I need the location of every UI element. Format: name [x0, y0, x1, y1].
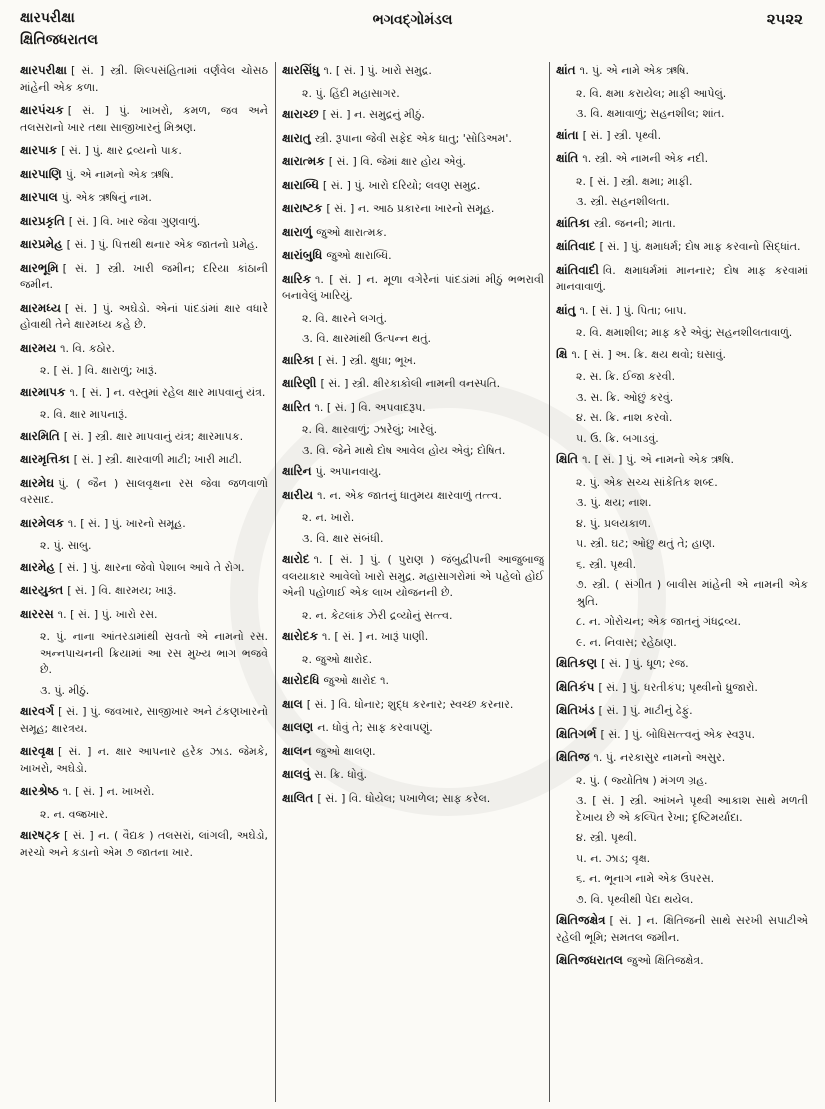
- entry-headword: ક્ષારોદધિ: [282, 673, 320, 687]
- entry-sense: ૩. વિ. જેને માથે દોષ આવેલ હોય એવું; દોષિત.: [302, 443, 506, 457]
- entry-headword: ક્ષારમધ્ય: [20, 300, 61, 315]
- dictionary-entry: [20, 827, 268, 861]
- dictionary-entry: [282, 271, 544, 305]
- entry-definition: પું. ( જૈન ) સાલવૃક્ષના રસ જેવા જળવાળો વરસાદ.: [20, 476, 268, 506]
- entry-sense: ૮. ન. ગોરોચન; એક જાતનું ગંધદ્રવ્ય.: [576, 615, 741, 628]
- entry-definition: ૧. સ્ત્રી. એ નામની એક નદી.: [582, 152, 709, 165]
- entry-headword: ક્ષારષટ્ક: [20, 828, 61, 842]
- page-number: ૨૫૨૨: [766, 10, 803, 28]
- entry-headword: ક્ષારિન: [282, 464, 312, 478]
- entry-headword: ક્ષારોદક: [282, 629, 319, 643]
- entry-headword: ક્ષારસિંધુ: [282, 63, 320, 77]
- entry-headword: ક્ષારમેઘ: [20, 475, 55, 490]
- dictionary-entry: [282, 62, 544, 80]
- entry-headword: ક્ષારપાણિ: [20, 166, 62, 181]
- entry-definition: [ સં. ] ન. ક્ષિતિજની સાથે સરખી સપાટીએ રહેલી ભૂમિ; સમતલ જમીન.: [556, 914, 808, 944]
- book-title: ભગવદ્ગોમંડલ: [372, 12, 453, 28]
- entry-sense: ૨. જુઓ ક્ષારોદ.: [302, 652, 373, 666]
- entry-definition: [ સં. ] પું. ખાખરો, કમળ, જવ અને તલસરાનો ખાર તથા સાજીખારનું મિશ્રણ.: [20, 104, 268, 134]
- entry-headword: ક્ષાલ: [282, 696, 303, 711]
- entry-headword: ક્ષારપાક: [20, 143, 58, 157]
- entry-definition: [ સં. ] ન. સમુદ્રનું મીઠું.: [322, 108, 425, 121]
- entry-headword: ક્ષાંતિવાદી: [556, 262, 599, 277]
- entry-sense: ૨. પું. નાના આંતરડામાંથી સ્રવતો એ નામનો રસ. અન્નપાચનની ક્રિયામાં આ રસ મુખ્ય ભાગ ભજવે છે.: [40, 630, 268, 676]
- dictionary-entry: [556, 262, 808, 296]
- entry-headword: ક્ષારશ્રેષ્ઠ: [20, 784, 59, 798]
- dictionary-entry: [20, 743, 268, 777]
- entry-headword: ક્ષિતિજધરાતલ: [556, 953, 623, 967]
- entry-sense: ૨. [ સં. ] વિ. ક્ષારાળું; ખારૂં.: [40, 364, 158, 377]
- dictionary-entry: [20, 606, 268, 624]
- dictionary-entry: [282, 375, 544, 393]
- entry-sense: ૬. ન. ભૂનાગ નામે એક ઉપરસ.: [576, 872, 715, 885]
- entry-sense: ૪. સ્ત્રી. પૃથ્વી.: [576, 831, 637, 844]
- entry-headword: ક્ષારિક: [282, 271, 312, 286]
- dictionary-entry: [20, 102, 268, 136]
- entry-headword: ક્ષિતિજ: [556, 750, 590, 764]
- entry-sense: ૨. વિ. ક્ષમા કરાયેલ; માફી આપેલું.: [576, 86, 727, 100]
- dictionary-entry: [282, 106, 544, 124]
- dictionary-entry: [556, 215, 808, 233]
- dictionary-entry: [20, 703, 268, 737]
- entry-definition: પું. એ નામનો એક ઋષિ.: [65, 167, 174, 181]
- dictionary-entry: [556, 655, 808, 673]
- dictionary-entry: [556, 127, 808, 145]
- entry-headword: ક્ષિતિખંડ: [556, 703, 595, 717]
- entry-sense: ૨. સ. ક્રિ. ઈજા કરવી.: [576, 370, 676, 383]
- dictionary-entry: [20, 451, 268, 469]
- entry-definition: જુઓ ક્ષારાત્મક.: [316, 225, 387, 239]
- entry-headword: ક્ષિતિકંપ: [556, 679, 595, 694]
- entry-definition: [ સં. ] સ્ત્રી. ખારી જમીન; દરિયા કાંઠાની જમીન.: [20, 261, 268, 291]
- entry-definition: [ સં. ] ન. આઠ પ્રકારના ખારનો સમૂહ.: [326, 202, 495, 215]
- entry-definition: વિ. ક્ષમાધર્મમાં માનનાર; દોષ માફ કરવામાં માનવાવાળું.: [556, 263, 808, 293]
- entry-headword: ક્ષારભૂમિ: [20, 260, 59, 275]
- entry-sense: ૩. સ્ત્રી. સહનશીલતા.: [576, 195, 670, 208]
- entry-headword: ક્ષારયુક્ત: [20, 583, 64, 597]
- entry-definition: સ્ત્રી. રૂપાના જેવી સફેદ એક ધાતુ; 'સોડિઅમ'.: [314, 131, 512, 145]
- column-divider: [549, 62, 550, 1102]
- dictionary-entry: [556, 679, 808, 697]
- dictionary-entry: [282, 224, 544, 242]
- entry-sense: ૭. વિ. પૃથ્વીથી પેદા થયેલ.: [576, 892, 694, 906]
- entry-headword: ક્ષારવૃક્ષ: [20, 744, 55, 758]
- guide-word-first: ક્ષારપરીક્ષા: [20, 10, 75, 26]
- entry-definition: ૧. [ સં. ] વિ. અપવાદરૂપ.: [314, 400, 426, 414]
- entry-headword: ક્ષારપંચક: [20, 103, 64, 117]
- entry-headword: ક્ષારમાપક: [20, 384, 66, 399]
- dictionary-entry: [556, 238, 808, 256]
- entry-sense: ૨. ન. કેટલાંક ઝેરી દ્રવ્યોનું સત્ત્વ.: [302, 608, 453, 622]
- column-divider: [275, 62, 276, 1102]
- entry-headword: ક્ષારવર્ગ: [20, 704, 55, 718]
- dictionary-entry: [556, 952, 808, 970]
- dictionary-entry: [20, 582, 268, 600]
- entry-definition: ૧. [ સં. ] ન. ખાખરો.: [62, 785, 155, 798]
- dictionary-entry: [556, 302, 808, 320]
- entry-headword: ક્ષિતિજક્ષેત્ર: [556, 913, 606, 927]
- entry-definition: ૧. વિ. કઠોર.: [60, 341, 115, 355]
- dictionary-entry: [20, 783, 268, 801]
- entry-headword: ક્ષાલવું: [282, 767, 311, 781]
- entry-sense: ૯. ન. નિવાસ; રહેઠાણ.: [576, 635, 677, 649]
- entry-sense: ૨. પું. એક સચ્ચ સાંકેતિક શબ્દ.: [576, 475, 718, 489]
- dictionary-entry: [20, 142, 268, 160]
- entry-sense: ૨. પું. ( જ્યોતિષ ) મંગળ ગ્રહ.: [576, 773, 708, 787]
- entry-definition: ૧. ન. એક જાતનું ધાતુમય ક્ષારવાળું તત્ત્વ.: [317, 488, 502, 502]
- entry-sense: ૨. પું. સાબુ.: [40, 539, 92, 552]
- dictionary-entry: [20, 300, 268, 334]
- entry-sense: ૨. વિ. ક્ષારને લગતું.: [302, 311, 387, 325]
- dictionary-entry: [20, 166, 268, 184]
- entry-headword: ક્ષાંતુ: [556, 302, 576, 317]
- entry-headword: ક્ષિતિકણ: [556, 656, 598, 670]
- entry-definition: [ સં. ] પું. પિત્તથી થનાર એક જાતનો પ્રમેહ.: [66, 238, 259, 251]
- entry-headword: ક્ષારિણી: [282, 376, 317, 390]
- entry-headword: ક્ષારાત્મક: [282, 154, 325, 168]
- entry-definition: [ સં. ] પું. અઘેડો. એનાં પાંદડાંમાં ક્ષાર વધારે હોવાથી તેને ક્ષારમધ્ય કહે છે.: [20, 301, 268, 331]
- entry-sense: ૩. સ. ક્રિ. ઓછું કરવું.: [576, 390, 674, 404]
- entry-definition: [ સં. ] સ્ત્રી. શિલ્પસંહિતામાં વર્ણવેલ ચોસઠ માંહેની એક કળા.: [20, 64, 268, 94]
- entry-sense: ૪. સ. ક્રિ. નાશ કરવો.: [576, 411, 673, 424]
- entry-definition: ૧. [ સં. ] પું. ખારો રસ.: [57, 607, 158, 621]
- entry-sense: ૨. વિ. ક્ષાર માપનારૂં.: [40, 408, 128, 421]
- entry-sense: ૨. વિ. ક્ષમાશીલ; માફ કરે એવું; સહનશીલતાવાળું.: [576, 326, 793, 339]
- entry-definition: ૧. [ સં. ] પું. ( પુરાણ ) જંબુદ્વીપની આજુબાજુ વલયાકાર આવેલો ખારો સમુદ્ર. મહાસાગરોમાં એ પહેલો હોઈ એની પહોળાઈ એક લાખ યોજનની છે.: [282, 553, 544, 599]
- dictionary-entry: [282, 352, 544, 370]
- dictionary-entry: [20, 475, 268, 509]
- entry-definition: જુઓ ક્ષિતિજક્ષેત્ર.: [626, 954, 704, 967]
- entry-headword: ક્ષારોદ: [282, 552, 310, 566]
- dictionary-entry: [556, 726, 808, 744]
- entry-headword: ક્ષારીય: [282, 487, 314, 502]
- dictionary-entry: [282, 153, 544, 171]
- dictionary-entry: [20, 559, 268, 577]
- entry-definition: [ સં. ] પું. ક્ષમાધર્મ; દોષ માફ કરવાનો સિદ્ધાંત.: [599, 240, 801, 253]
- entry-definition: [ સં. ] પું. ક્ષાર દ્રવ્યનો પાક.: [61, 144, 182, 157]
- dictionary-entry: [20, 260, 268, 294]
- entry-sense: ૩. વિ. ક્ષારમાંથી ઉત્પન્ન થતું.: [302, 332, 432, 345]
- dictionary-entry: [20, 236, 268, 254]
- entry-sense: ૪. પું. પ્રલયકાળ.: [576, 516, 651, 530]
- entry-sense: ૩. પું. મીઠું.: [40, 683, 90, 697]
- entry-sense: ૬. સ્ત્રી. પૃથ્વી.: [576, 557, 637, 571]
- entry-headword: ક્ષારપાલ: [20, 190, 58, 204]
- column-1: [20, 62, 268, 1102]
- entry-definition: ૧. પું. એ નામે એક ઋષિ.: [579, 64, 690, 77]
- dictionary-entry: [282, 130, 544, 148]
- dictionary-entry: [282, 719, 544, 737]
- entry-sense: ૨. પું. હિંદી મહાસાગર.: [302, 86, 400, 100]
- entry-definition: [ સં. ] ન. ( વૈદ્યક ) તલસરાં, લાંગલી, અઘેડો, મરચો અને કડાનો એમ ૭ જાતના ખાર.: [20, 829, 268, 859]
- entry-definition: ૧. [ સં. ] પું. એ નામનો એક ઋષિ.: [582, 453, 734, 466]
- entry-sense: ૩. વિ. ક્ષાર સંબંધી.: [302, 531, 384, 545]
- entry-headword: ક્ષારમેહ: [20, 559, 55, 574]
- entry-definition: ૧. [ સં. ] અ. ક્રિ. ક્ષય થવો; ઘસાવું.: [571, 347, 727, 361]
- entry-sense: ૫. ઉ. ક્રિ. બગાડવું.: [576, 431, 659, 445]
- dictionary-entry: [20, 428, 268, 446]
- dictionary-entry: [556, 702, 808, 720]
- entry-headword: ક્ષાંતા: [556, 127, 579, 142]
- entry-headword: ક્ષારાતુ: [282, 130, 311, 145]
- dictionary-entry: [282, 743, 544, 761]
- entry-definition: [ સં. ] વિ. ખાર જેવા ગુણવાળું.: [68, 214, 201, 228]
- column-2: [282, 62, 544, 1102]
- dictionary-entry: [282, 177, 544, 195]
- entry-definition: [ સં. ] ન. ક્ષાર આપનાર હરેક ઝાડ. જેમકે, ખાખરો, અઘેડો.: [20, 745, 268, 775]
- dictionary-entry: [282, 551, 544, 602]
- dictionary-entry: [282, 463, 544, 481]
- entry-headword: ક્ષિતિગર્ભ: [556, 726, 597, 741]
- entry-headword: ક્ષાંતિ: [556, 151, 579, 165]
- entry-definition: [ સં. ] સ્ત્રી. પૃથ્વી.: [582, 128, 662, 142]
- dictionary-entry: [20, 62, 268, 96]
- entry-definition: જુઓ ક્ષારાબ્ધિ.: [326, 249, 392, 262]
- dictionary-entry: [282, 672, 544, 690]
- entry-definition: ૧. [ સં. ] પું. ખારો સમુદ્ર.: [323, 64, 432, 77]
- entry-headword: ક્ષારાળું: [282, 224, 313, 239]
- entry-headword: ક્ષારાષ્ટક: [282, 201, 323, 215]
- entry-definition: ૧. [ સં. ] ન. મૂળા વગેરેનાં પાંદડાંમાં મીઠું ભભરાવી બનાવેલું ખારિયું.: [282, 272, 544, 302]
- entry-definition: [ સં. ] સ્ત્રી. ક્ષારવાળી માટી; ખારી માટી.: [73, 453, 242, 466]
- entry-definition: [ સં. ] પું. જવખાર, સાજીખાર અને ટંકણખારનો સમૂહ; ક્ષારત્રય.: [20, 705, 268, 735]
- entry-headword: ક્ષાંત: [556, 63, 576, 77]
- entry-headword: ક્ષારાબ્ધિ: [282, 177, 319, 192]
- guide-word-last: ક્ષિતિજધરાતલ: [20, 32, 98, 48]
- entry-sense: ૨. ન. ખારો.: [302, 511, 355, 524]
- entry-sense: ૨. ન. વજ્રખાર.: [40, 807, 109, 821]
- dictionary-entry: [556, 912, 808, 946]
- entry-definition: [ સં. ] પું. બોધિસત્ત્વનું એક સ્વરૂપ.: [600, 727, 756, 741]
- entry-headword: ક્ષારમેલક: [20, 515, 64, 530]
- dictionary-entry: [556, 451, 808, 469]
- entry-headword: ક્ષારિત: [282, 399, 311, 414]
- entry-headword: ક્ષાલિત: [282, 790, 314, 805]
- entry-headword: ક્ષાંતિકા: [556, 215, 590, 230]
- dictionary-entry: [556, 346, 808, 364]
- entry-definition: સ્ત્રી. જનની; માતા.: [593, 216, 676, 230]
- entry-definition: [ સં. ] પું. માટીનું ઢેફું.: [598, 704, 693, 717]
- entry-headword: ક્ષારપ્રમેહ: [20, 237, 63, 251]
- entry-definition: પું. અપાનવાયુ.: [315, 465, 382, 478]
- entry-definition: [ સં. ] વિ. ક્ષારમય; ખારૂં.: [67, 584, 177, 597]
- entry-sense: ૭. સ્ત્રી. ( સંગીત ) બાવીસ માંહેની એ નામની એક શ્રુતિ.: [576, 578, 808, 608]
- entry-definition: [ સં. ] પું. ધરતીકંપ; પૃથ્વીનો ધ્રુજારો.: [598, 680, 758, 694]
- dictionary-entry: [20, 515, 268, 533]
- dictionary-entry: [282, 628, 544, 646]
- entry-headword: ક્ષિતિ: [556, 452, 579, 466]
- dictionary-entry: [282, 399, 544, 417]
- dictionary-entry: [20, 189, 268, 207]
- entry-definition: સ. ક્રિ. ધોવું.: [314, 768, 368, 781]
- entry-definition: જુઓ ક્ષાલણ.: [315, 744, 376, 758]
- entry-sense: ૫. ન. ઝાડ; વૃક્ષ.: [576, 851, 651, 865]
- entry-headword: ક્ષારમિતિ: [20, 428, 60, 443]
- entry-definition: ન. ધોવું તે; સાફ કરવાપણું.: [317, 721, 433, 734]
- entry-definition: ૧. [ સં. ] ન. વસ્તુમાં રહેલ ક્ષાર માપવાનું યંત્ર.: [69, 385, 266, 399]
- entry-definition: પું. એક ઋષિનું નામ.: [61, 191, 152, 204]
- entry-definition: [ સં. ] સ્ત્રી. ક્ષીરકાકોલી નામની વનસ્પતિ.: [320, 377, 501, 390]
- entry-sense: ૩. [ સં. ] સ્ત્રી. આંખને પૃથ્વી આકાશ સાથે મળતી દેખાય છે એ કલ્પિત રેખા; દૃષ્ટિમર્યાદા.: [576, 794, 808, 824]
- entry-headword: ક્ષારપરીક્ષા: [20, 63, 67, 77]
- entry-headword: ક્ષારરસ: [20, 606, 54, 621]
- entry-definition: ૧. [ સં. ] પું. ખારનો સમૂહ.: [67, 516, 186, 530]
- entry-sense: ૨. વિ. ક્ષારવાળું; ઝારેલું; ખારેલું.: [302, 423, 438, 436]
- entry-headword: ક્ષાલન: [282, 743, 312, 758]
- entry-headword: ક્ષારમૃત્તિકા: [20, 452, 70, 466]
- entry-headword: ક્ષારાચ્છ: [282, 107, 319, 121]
- entry-definition: [ સં. ] પું. ખારો દરિયો; લવણ સમુદ્ર.: [322, 178, 481, 192]
- entry-definition: [ સં. ] પું. ક્ષારના જેવો પેશાબ આવે તે રોગ.: [58, 560, 245, 574]
- dictionary-entry: [556, 62, 808, 80]
- entry-definition: જુઓ ક્ષારોદ ૧.: [323, 674, 390, 687]
- entry-definition: [ સં. ] સ્ત્રી. ક્ષુધા; ભૂખ.: [317, 353, 417, 367]
- column-3: [556, 62, 808, 1102]
- entry-definition: ૧. પું. નરકાસુર નામનો અસુર.: [593, 751, 726, 764]
- entry-headword: ક્ષાંતિવાદ: [556, 239, 596, 253]
- dictionary-entry: [282, 247, 544, 265]
- dictionary-entry: [282, 200, 544, 218]
- entry-headword: ક્ષિ: [556, 346, 568, 361]
- entry-definition: ૧. [ સં. ] ન. ખારૂં પાણી.: [322, 630, 429, 643]
- page-header: [0, 0, 825, 60]
- entry-sense: ૩. વિ. ક્ષમાવાળું; સહનશીલ; શાંત.: [576, 107, 725, 120]
- dictionary-entry: [20, 340, 268, 358]
- entry-headword: ક્ષારપ્રકૃતિ: [20, 213, 65, 228]
- entry-definition: ૧. [ સં. ] પું. પિતા; બાપ.: [579, 303, 687, 317]
- entry-headword: ક્ષાલણ: [282, 720, 314, 734]
- dictionary-entry: [556, 749, 808, 767]
- entry-sense: ૫. સ્ત્રી. ઘટ; ઓછુ થતું તે; હાણ.: [576, 537, 716, 550]
- entry-headword: ક્ષારમય: [20, 340, 57, 355]
- entry-headword: ક્ષારાંબુધિ: [282, 248, 323, 262]
- dictionary-entry: [282, 766, 544, 784]
- entry-sense: ૨. [ સં. ] સ્ત્રી. ક્ષમા; માફી.: [576, 174, 693, 188]
- entry-definition: [ સં. ] વિ. ધોનાર; શુદ્ધ કરનાર; સ્વચ્છ કરનાર.: [306, 697, 514, 711]
- entry-definition: [ સં. ] વિ. જેમાં ક્ષાર હોય એવું.: [328, 155, 466, 168]
- dictionary-entry: [20, 384, 268, 402]
- entry-headword: ક્ષારિકા: [282, 352, 314, 367]
- entry-sense: ૩. પું. ક્ષય; નાશ.: [576, 496, 652, 509]
- entry-definition: [ સં. ] વિ. ધોયેલ; પખાળેલ; સાફ કરેલ.: [317, 791, 491, 805]
- dictionary-entry: [282, 696, 544, 714]
- entry-definition: [ સં. ] સ્ત્રી. ક્ષાર માપવાનું યંત્ર; ક્ષારમાપક.: [63, 429, 244, 443]
- dictionary-entry: [282, 790, 544, 808]
- dictionary-entry: [282, 487, 544, 505]
- dictionary-entry: [20, 213, 268, 231]
- entry-definition: [ સં. ] પું. ધૂળ; રજ.: [601, 657, 689, 670]
- dictionary-entry: [556, 150, 808, 168]
